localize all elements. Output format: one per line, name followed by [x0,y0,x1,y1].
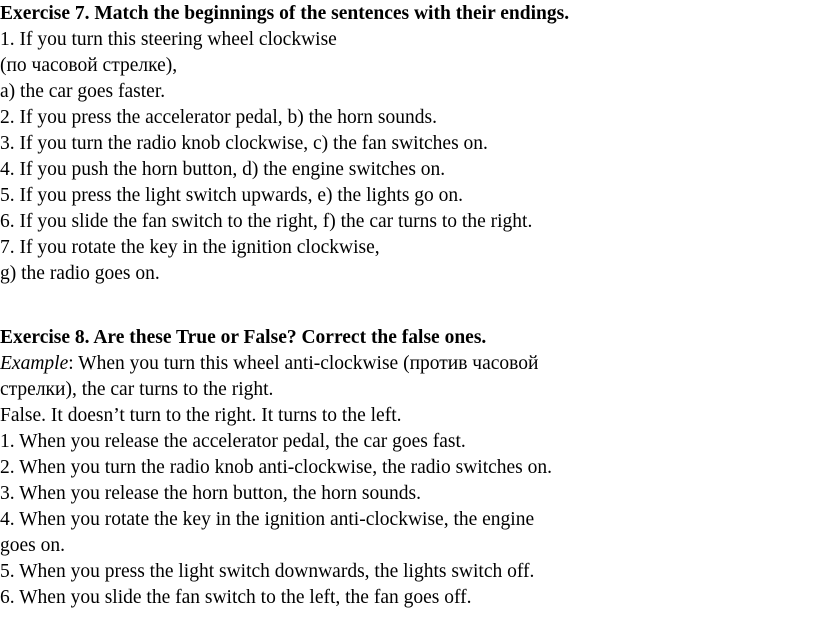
exercise-8-example-line-2: стрелки), the car turns to the right. [0,379,274,400]
exercise-7-line-7: 5. If you press the light switch upwards, e) the lights go on. [0,185,464,206]
exercise-7-line-2: (по часовой стрелке), [0,55,178,76]
exercise-8-line-6: 5. When you press the light switch downwards, the lights switch off. [0,561,535,582]
exercise-7-line-3: a) the car goes faster. [0,81,166,102]
example-label: Example [0,353,69,374]
exercise-7-line-1: 1. If you turn this steering wheel clockwise [0,29,337,50]
example-text-1: : When you turn this wheel anti-clockwise (против часовой [68,353,539,374]
exercise-8-line-7: 6. When you slide the fan switch to the left, the fan goes off. [0,587,472,608]
exercise-8-example-line-1 [0,351,538,377]
exercise-8-line-2: 2. When you turn the radio knob anti-clockwise, the radio switches on. [0,457,553,478]
exercise-8-example-answer: False. It doesn’t turn to the right. It turns to the left. [0,405,402,426]
exercise-8-title: Exercise 8. Are these True or False? Correct the false ones. [0,327,487,348]
exercise-7-line-5: 3. If you turn the radio knob clockwise, c) the fan switches on. [0,133,488,154]
exercise-7-line-10: g) the radio goes on. [0,263,160,284]
exercise-7-line-9: 7. If you rotate the key in the ignition clockwise, [0,237,380,258]
exercise-8-line-5: goes on. [0,535,65,556]
exercise-7-line-8: 6. If you slide the fan switch to the right, f) the car turns to the right. [0,211,533,232]
exercise-8-line-3: 3. When you release the horn button, the horn sounds. [0,483,421,504]
exercise-7-line-4: 2. If you press the accelerator pedal, b) the horn sounds. [0,107,437,128]
exercise-8-line-4: 4. When you rotate the key in the ignition anti-clockwise, the engine [0,509,535,530]
exercise-7-title: Exercise 7. Match the beginnings of the sentences with their endings. [0,3,570,24]
exercise-8-line-1: 1. When you release the accelerator pedal, the car goes fast. [0,431,466,452]
exercise-7-line-6: 4. If you push the horn button, d) the engine switches on. [0,159,446,180]
